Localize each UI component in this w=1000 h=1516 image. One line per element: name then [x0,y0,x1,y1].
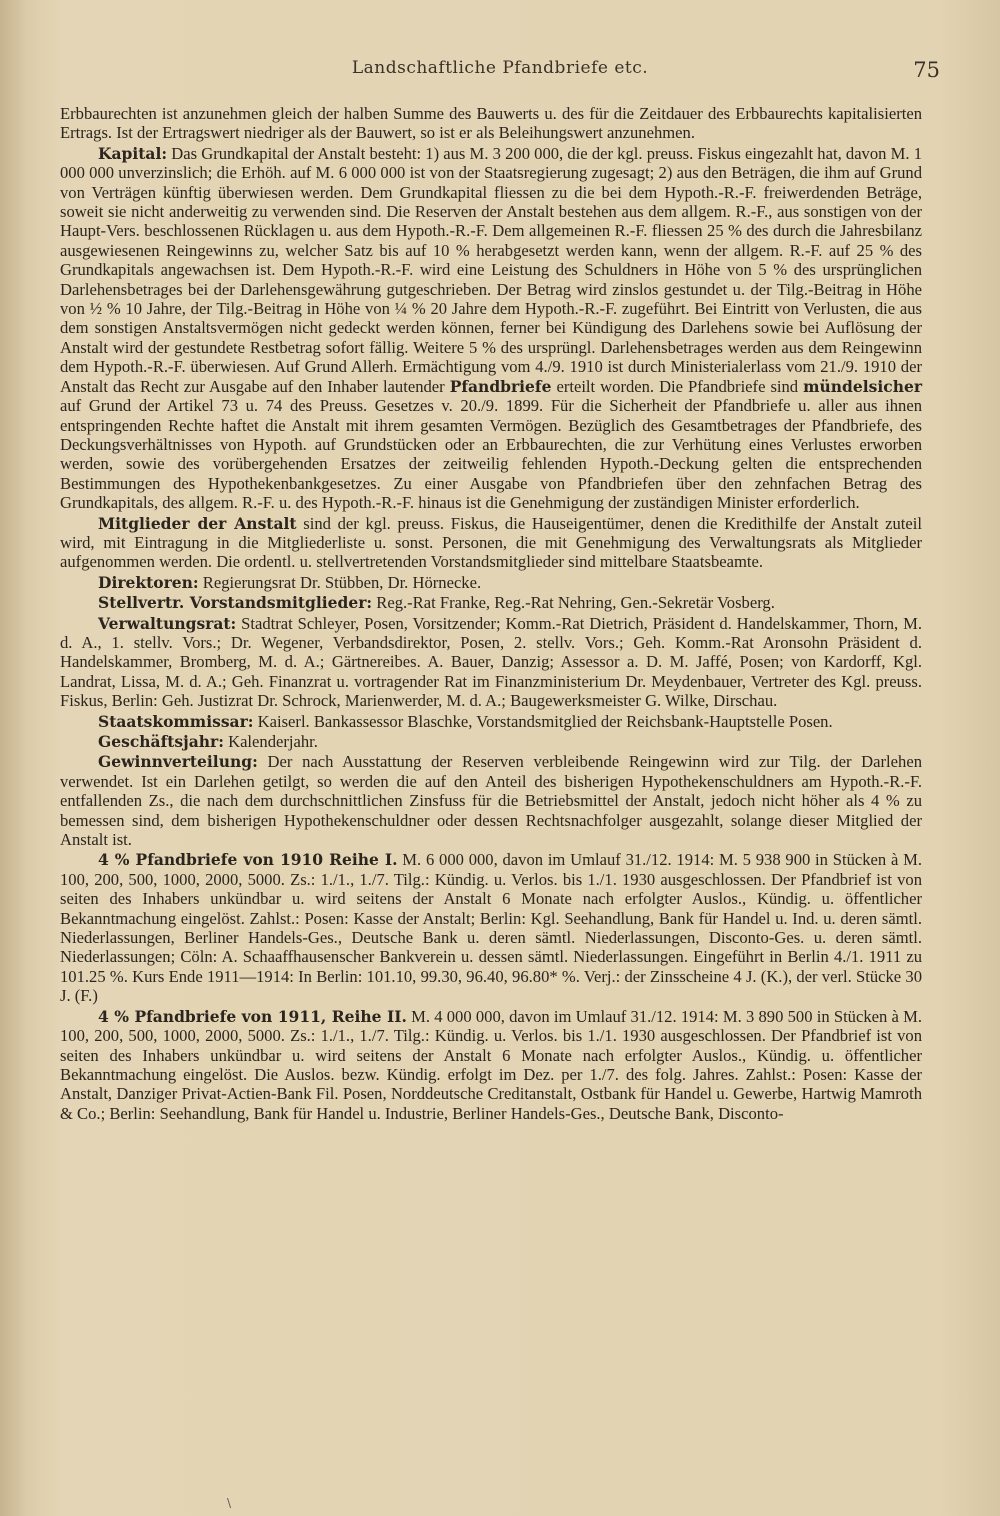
paragraph [60,573,922,592]
paragraph [60,850,922,1005]
scan-mark: \ [227,1496,232,1510]
paragraph [60,614,922,711]
paragraph-text: Regierungsrat Dr. Stübben, Dr. Hörnecke. [198,572,482,592]
section-heading: Stellvertr. Vorstandsmitglieder: [98,593,373,613]
paragraph-text: M. 6 000 000, davon im Umlauf 31./12. 1914: M. 5 938 900 in Stücken à M. 100, 200, 500, 1000, 2000, 5000. Zs.: 1./1., 1./7. Tilg.: Kündig. u. Verlos. bis 1./1. 1930 ausgeschlossen. Der Pfandbrief ist von seiten des Inhabers unkündbar u. wird seitens der Anstalt 6 Monate nach erfolgter Auslos., Kündig. u. öffentlicher Bekanntmachung eingelöst. Zahlst.: Posen: Kasse der Anstalt; Berlin: Kgl. Seehandlung, Bank für Handel u. Ind. u. deren sämtl. Niederlassungen, Berliner Handels-Ges., Deutsche Bank u. deren sämtl. Niederlassungen, Disconto-Ges. u. deren sämtl. Niederlassungen; Cöln: A. Schaaffhausenscher Bankverein u. dessen sämtl. Niederlassungen. Eingeführt in Berlin 4./1. 1911 zu 101.25 %. Kurs Ende 1911—1914: In Berlin: 101.10, 99.30, 96.40, 96.80* %. Verj.: der Zinsscheine 4 J. (K.), der verl. Stücke 30 J. (F.) [60,850,922,1006]
paragraph [60,514,922,572]
paragraph [60,1007,922,1123]
section-heading: Verwaltungsrat: [98,613,237,633]
paragraph [60,104,922,143]
page-number: 75 [913,58,940,82]
paragraph-text: Das Grundkapital der Anstalt besteht: 1) aus M. 3 200 000, die der kgl. preuss. Fiskus eingezahlt hat, davon M. 1 000 000 unverzinslich; die Erhöh. auf M. 6 000 000 ist von der Staatsregierung zugesagt; 2) aus den Beträgen, die ihm auf Grund von Verträgen künftig überwiesen werden. Dem Grundkapital fliessen zu die bei dem Hypoth.-R.-F. freiwerdenden Beträge, soweit sie nicht anderweitig zu verwenden sind. Die Reserven der Anstalt bestehen aus dem allgem. R.-F., aus sonstigen von der Haupt-Vers. beschlossenen Rücklagen u. aus dem Hypoth.-R.-F. Dem allgemeinen R.-F. fliessen 25 % des durch die Jahresbilanz ausgewiesenen Reingewinns zu, welcher Satz bis auf 10 % herabgesetzt werden kann, wenn der allgem. R.-F. auf 25 % des Grundkapitals angewachsen ist. Dem Hypoth.-R.-F. wird eine Leistung des Schuldners in Höhe von 5 % des ursprünglichen Darlehensbetrages bei der Darlehensgewährung gutgeschrieben. Der Betrag wird zinslos gestundet u. der Tilg.-Beitrag in Höhe von ½ % 10 Jahre, der Tilg.-Beitrag in Höhe von ¼ % 20 Jahre dem Hypoth.-R.-F. zugeführt. Bei Eintritt von Verlusten, die aus dem sonstigen Anstaltsvermögen nicht gedeckt werden können, ferner bei Kündigung des Darlehens sowie bei Auflösung der Anstalt wird der gestundete Restbetrag sofort fällig. Weitere 5 % des ursprüngl. Darlehensbetrages werden aus dem Reingewinn dem Hypoth.-R.-F. überwiesen. Auf Grund Allerh. Ermächtigung vom 4./9. 1910 ist durch Ministerialerlass vom 21./9. 1910 der Anstalt das Recht zur Ausgabe auf den Inhaber lautender [60,143,922,396]
paragraph-text: Der nach Ausstattung der Reserven verbleibende Reingewinn wird zur Tilg. der Darlehen verwendet. Ist ein Darlehen getilgt, so werden die auf den Anteil des bisherigen Hypothekenschuldners am Hypoth.-R.-F. entfallenden Zs., die nach dem durchschnittlichen Zinsfuss für die Betriebsmittel der Anstalt, jedoch nicht höher als 4 % zu bemessen sind, dem bisherigen Hypothekenschuldner oder dessen Rechtsnachfolger ausgezahlt, solange dieser Mitglied der Anstalt ist. [60,752,922,850]
running-title: Landschaftliche Pfandbriefe etc. [351,58,649,78]
section-heading: Geschäftsjahr: [98,732,224,751]
paragraph-text: Stadtrat Schleyer, Posen, Vorsitzender; Komm.-Rat Dietrich, Präsident d. Handelskammer, Thorn, M. d. A., 1. stellv. Vors.; Dr. Wegener, Verbandsdirektor, Posen, 2. stellv. Vors.; Geh. Komm.-Rat Aronsohn Präsident d. Handelskammer, Bromberg, M. d. A.; Gärtnereibes. A. Bauer, Danzig; Assessor a. D. M. Jaffé, Posen; von Kardorff, Kgl. Landrat, Lissa, M. d. A.; Geh. Finanzrat u. vortragender Rat im Finanzministerium Dr. Meydenbauer, Vertreter des Kgl. preuss. Fiskus, Berlin: Geh. Justizrat Dr. Schrock, Marienwerder, M. d. A.; Baugewerksmeister G. Wilke, Dirschau. [60,613,922,711]
paragraph [60,732,922,751]
paragraph-text: erteilt worden. Die Pfandbriefe sind [551,376,804,396]
paragraph-text: Kaiserl. Bankassessor Blaschke, Vorstandsmitglied der Reichsbank-Hauptstelle Posen. [253,711,833,731]
paragraph [60,712,922,731]
paragraph-text: sind der kgl. preuss. Fiskus, die Hauseigentümer, denen die Kredithilfe der Anstalt zuteil wird, mit Eintragung in die Mitgliederliste u. sonst. Personen, die mit Genehmigung des Verwaltungsrats als Mitglieder aufgenommen werden. Die ordentl. u. stellvertretenden Vorstandsmitglieder sind mittelbare Staatsbeamte. [60,513,922,572]
paragraph-text: Reg.-Rat Franke, Reg.-Rat Nehring, Gen.-Sekretär Vosberg. [372,593,775,613]
section-heading: Staatskommissar: [98,711,254,731]
paragraph-text: M. 4 000 000, davon im Umlauf 31./12. 1914: M. 3 890 500 in Stücken à M. 100, 200, 500, 1000, 2000, 5000. Zs.: 1./1., 1./7. Tilg.: Kündig. u. Verlos. bis 1./1. 1930 ausgeschlossen. Der Pfandbrief ist von seiten des Inhabers unkündbar u. wird seitens der Anstalt 6 Monate nach erfolgter Auslos., Kündig. u. öffentlicher Bekanntmachung eingelöst. Die Auslos. bezw. Kündig. erfolgt im Dez. per 1./7. des folg. Jahres. Zahlst.: Posen: Kasse der Anstalt, Danziger Privat-Actien-Bank Fil. Posen, Norddeutsche Creditanstalt, Ostbank für Handel u. Gewerbe, Hartwig Mamroth & Co.; Berlin: Seehandlung, Bank für Handel u. Industrie, Berliner Handels-Ges., Deutsche Bank, Disconto- [60,1006,923,1123]
paragraph [60,593,922,612]
section-heading: Mitglieder der Anstalt [98,513,297,533]
paragraph-text: Erbbaurechten ist anzunehmen gleich der halben Summe des Bauwerts u. des für die Zeitdauer des Erbbaurechts kapitalisierten Ertrags. Ist der Ertragswert niedriger als der Bauwert, so ist er als Beleihungswert anzunehmen. [60,104,922,143]
section-heading: 4 % Pfandbriefe von 1910 Reihe I. [98,850,398,870]
section-heading: Gewinnverteilung: [98,752,258,772]
section-heading: mündelsicher [803,376,922,396]
paragraph [60,752,922,849]
page-header [60,58,940,84]
section-heading: 4 % Pfandbriefe von 1911, Reihe II. [98,1006,407,1026]
section-heading: Direktoren: [98,572,199,592]
paragraph [60,144,922,513]
paragraph-text: auf Grund der Artikel 73 u. 74 des Preuss. Gesetzes v. 20./9. 1899. Für die Sicherheit der Pfandbriefe u. aller aus ihnen entspringenden Rechte haftet die Anstalt mit ihrem gesamten Vermögen. Bezüglich des Gesamtbetrages der Pfandbriefe, des Deckungsverhältnisses von Hypoth. auf Grundstücken oder an Erbbaurechten, die zur Verhütung eines Verlustes erworben werden, sowie des vorübergehenden Ersatzes der zeitweilig fehlenden Hypoth.-Deckung gelten die entsprechenden Bestimmungen des Hypothekenbankgesetzes. Zu einer Ausgabe von Pfandbriefen über den zehnfachen Betrag des Grundkapitals, des allgem. R.-F. u. des Hypoth.-R.-F. hinaus ist die Genehmigung der zuständigen Minister erforderlich. [60,396,922,513]
paragraph-text: Kalenderjahr. [223,732,318,751]
section-heading: Kapital: [98,143,168,163]
section-heading: Pfandbriefe [449,376,552,396]
body-text [60,104,922,1123]
